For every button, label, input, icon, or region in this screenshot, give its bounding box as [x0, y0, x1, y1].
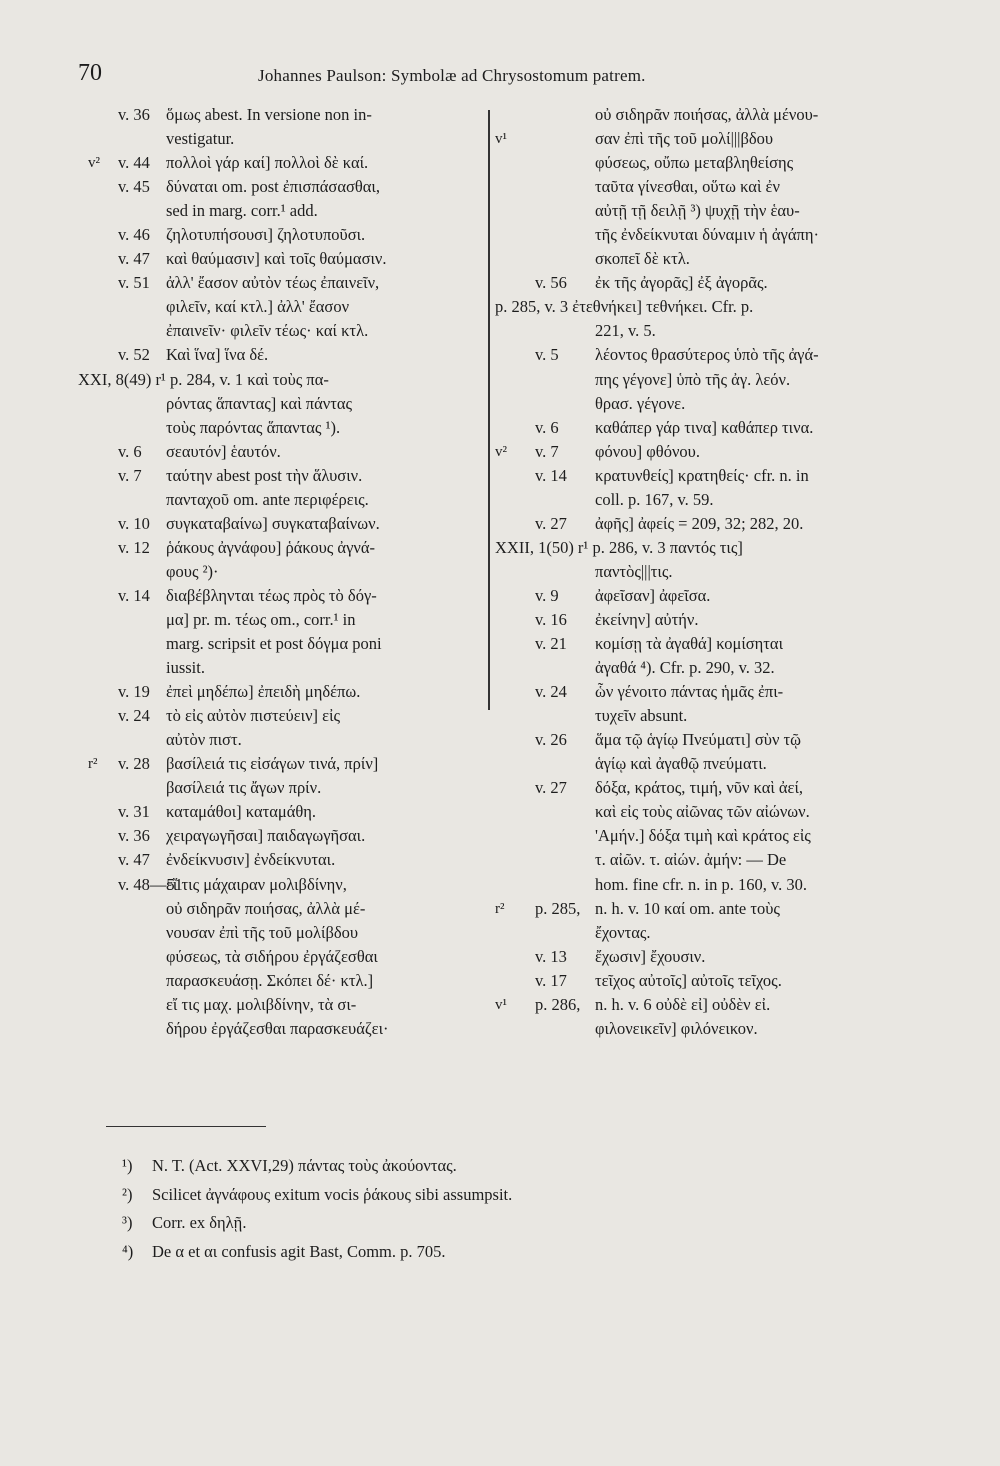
apparatus-text: οὐ σιδηρᾶν ποιήσας, ἀλλὰ μένου-: [595, 105, 819, 124]
left-apparatus-line: [78, 848, 488, 872]
apparatus-text: τυχεῖν absunt.: [595, 706, 688, 726]
right-apparatus-line: [495, 175, 925, 199]
running-title: Johannes Paulson: Symbolæ ad Chrysostomum patrem.: [258, 66, 646, 85]
right-apparatus-line: [495, 680, 925, 704]
line-reference: v. 45: [118, 177, 150, 197]
apparatus-text: δύναται om. post ἐπισπάσασθαι,: [166, 177, 380, 197]
apparatus-text: πολλοὶ γάρ καί] πολλοὶ δὲ καί.: [166, 153, 369, 173]
left-apparatus-line: [78, 151, 488, 175]
apparatus-text: marg. scripsit et post δόγμα poni: [166, 634, 382, 654]
line-reference: p. 286,: [535, 994, 581, 1014]
footnote-rule: [106, 1126, 266, 1127]
apparatus-text: Καὶ ἵνα] ἵνα δέ.: [166, 345, 269, 365]
page-number: 70: [78, 60, 102, 86]
apparatus-text: τ. αἰῶν. τ. αἰών. ἀμήν: — De: [595, 850, 787, 870]
line-reference: v. 31: [118, 802, 150, 822]
left-apparatus-line: [78, 127, 488, 151]
apparatus-text: ὅμως abest. In versione non in-: [166, 105, 372, 124]
left-apparatus-line: [78, 897, 488, 921]
apparatus-text: πης γέγονε] ὑπὸ τῆς ἀγ. λεόν.: [595, 369, 791, 389]
apparatus-text: παρασκευάσῃ. Σκόπει δέ· κτλ.]: [166, 970, 374, 990]
line-reference: v. 44: [118, 153, 150, 173]
apparatus-text: συγκαταβαίνω] συγκαταβαίνων.: [166, 513, 380, 533]
footnote: [122, 1209, 882, 1238]
apparatus-text: ταῦτα γίνεσθαι, οὕτω καὶ ἐν: [595, 177, 780, 197]
line-reference: v. 36: [118, 105, 150, 124]
apparatus-text: ἅμα τῷ ἁγίῳ Πνεύματι] σὺν τῷ: [595, 730, 802, 750]
left-apparatus-line: [78, 776, 488, 800]
line-reference: v. 26: [535, 730, 567, 750]
apparatus-text: φιλεῖν, καί κτλ.] ἀλλ' ἔασον: [166, 297, 350, 317]
apparatus-text: ῥάκους ἀγνάφου] ῥάκους ἀγνά-: [166, 537, 375, 557]
line-reference: v. 47: [118, 249, 150, 269]
footnote-marker: ¹): [122, 1156, 133, 1175]
left-apparatus-line: [78, 271, 488, 295]
line-reference: v. 12: [118, 537, 150, 557]
footnotes: [122, 1152, 882, 1266]
apparatus-text: παντὸς|||τις.: [595, 561, 673, 581]
manuscript-siglum: r²: [495, 900, 505, 917]
right-apparatus-line: [495, 319, 925, 343]
footnote-text: N. T. (Act. XXVI,29) πάντας τοὺς ἀκούοντας.: [152, 1156, 457, 1175]
line-reference: v. 7: [535, 441, 559, 461]
apparatus-text: ζηλοτυπήσουσι] ζηλοτυποῦσι.: [166, 225, 366, 245]
right-apparatus-line: [495, 752, 925, 776]
apparatus-text: σκοπεῖ δὲ κτλ.: [595, 249, 690, 269]
right-apparatus-line: [495, 608, 925, 632]
apparatus-text: ἁγίῳ καὶ ἀγαθῷ πνεύματι.: [595, 754, 767, 774]
right-column: [495, 103, 925, 1041]
right-apparatus-line: [495, 271, 925, 295]
line-reference: v. 17: [535, 970, 567, 990]
left-apparatus-line: [78, 680, 488, 704]
manuscript-siglum: v¹: [495, 131, 507, 148]
left-apparatus-line: [78, 752, 488, 776]
apparatus-text: coll. p. 167, v. 59.: [595, 489, 714, 509]
right-apparatus-line: [495, 199, 925, 223]
apparatus-text: ἔχοντας.: [595, 922, 651, 942]
apparatus-text: n. h. v. 6 οὐδὲ εἰ] οὐδὲν εἰ.: [595, 994, 771, 1014]
left-apparatus-line: [78, 921, 488, 945]
right-apparatus-line: [495, 921, 925, 945]
apparatus-text: p. 285, v. 3 ἐτεθνήκει] τεθνήκει. Cfr. p.: [495, 297, 754, 317]
line-reference: v. 56: [535, 273, 567, 293]
left-apparatus-line: [78, 295, 488, 319]
apparatus-text: οὐ σιδηρᾶν ποιήσας, ἀλλὰ μέ-: [166, 898, 366, 918]
apparatus-text: ρόντας ἅπαντας] καὶ πάντας: [166, 393, 353, 413]
apparatus-text: βασίλειά τις ἄγων πρίν.: [166, 778, 322, 798]
right-apparatus-line: [495, 247, 925, 271]
apparatus-text: καὶ εἰς τοὺς αἰῶνας τῶν αἰώνων.: [595, 802, 810, 822]
apparatus-text: XXII, 1(50) r¹ p. 286, v. 3 παντός τις]: [495, 537, 743, 557]
right-apparatus-line: [495, 488, 925, 512]
right-apparatus-line: [495, 824, 925, 848]
left-apparatus-line: [78, 199, 488, 223]
left-apparatus-line: [78, 488, 488, 512]
left-apparatus-line: [78, 800, 488, 824]
apparatus-text: διαβέβληνται τέως πρὸς τὸ δόγ-: [166, 585, 377, 605]
right-apparatus-line: [495, 776, 925, 800]
apparatus-text: ἐκείνην] αὐτήν.: [595, 609, 699, 629]
footnote-text: Corr. ex δηλῇ.: [152, 1213, 247, 1232]
left-apparatus-line: [78, 608, 488, 632]
right-apparatus-line: [495, 993, 925, 1017]
apparatus-text: ἀφεῖσαν] ἀφεῖσα.: [595, 585, 711, 605]
left-apparatus-line: [78, 873, 488, 897]
left-apparatus-line: [78, 416, 488, 440]
apparatus-text: φόνου] φθόνου.: [595, 441, 700, 461]
apparatus-text: ταύτην abest post τὴν ἅλυσιν.: [166, 465, 363, 485]
right-apparatus-line: [495, 127, 925, 151]
line-reference: v. 28: [118, 754, 150, 774]
apparatus-text: vestigatur.: [166, 129, 235, 149]
apparatus-text: λέοντος θρασύτερος ὑπὸ τῆς ἀγά-: [595, 345, 819, 365]
apparatus-text: 221, v. 5.: [595, 321, 656, 341]
left-apparatus-line: [78, 704, 488, 728]
footnote-marker: ²): [122, 1184, 133, 1204]
manuscript-siglum: v¹: [495, 996, 507, 1013]
right-apparatus-line: [495, 151, 925, 175]
manuscript-siglum: r²: [88, 756, 98, 773]
apparatus-text: νουσαν ἐπὶ τῆς τοῦ μολίβδου: [166, 922, 359, 942]
apparatus-text: αὐτὸν πιστ.: [166, 730, 242, 750]
apparatus-text: φιλονεικεῖν] φιλόνεικον.: [595, 1018, 758, 1038]
left-apparatus-line: [78, 656, 488, 680]
left-apparatus-line: [78, 319, 488, 343]
right-apparatus-line: [495, 295, 925, 319]
left-apparatus-line: [78, 632, 488, 656]
line-reference: v. 36: [118, 826, 150, 846]
left-apparatus-line: [78, 343, 488, 367]
apparatus-text: ἀγαθά ⁴). Cfr. p. 290, v. 32.: [595, 658, 775, 678]
apparatus-text: XXI, 8(49) r¹ p. 284, v. 1 καὶ τοὺς πα-: [78, 369, 329, 389]
right-apparatus-line: [495, 392, 925, 416]
right-apparatus-line: [495, 848, 925, 872]
left-apparatus-line: [78, 440, 488, 464]
right-apparatus-line: [495, 704, 925, 728]
footnote-marker: ⁴): [122, 1241, 134, 1261]
apparatus-text: μα] pr. m. τέως om., corr.¹ in: [166, 609, 356, 629]
right-apparatus-line: [495, 536, 925, 560]
right-apparatus-line: [495, 416, 925, 440]
line-reference: v. 46: [118, 225, 150, 245]
line-reference: v. 16: [535, 609, 567, 629]
footnote-text: De α et αι confusis agit Bast, Comm. p. 705.: [152, 1241, 446, 1261]
apparatus-text: τοὺς παρόντας ἅπαντας ¹).: [166, 417, 341, 437]
left-apparatus-line: [78, 175, 488, 199]
right-apparatus-line: [495, 897, 925, 921]
line-reference: p. 285,: [535, 898, 581, 918]
apparatus-text: σαν ἐπὶ τῆς τοῦ μολί|||βδου: [595, 129, 774, 149]
right-apparatus-line: [495, 464, 925, 488]
apparatus-text: βασίλειά τις εἰσάγων τινά, πρίν]: [166, 754, 379, 774]
line-reference: v. 24: [535, 682, 567, 702]
line-reference: v. 52: [118, 345, 150, 365]
apparatus-text: κρατυνθείς] κρατηθείς· cfr. n. in: [595, 465, 809, 485]
left-column: [78, 103, 488, 1041]
line-reference: v. 21: [535, 634, 567, 654]
apparatus-text: καταμάθοι] καταμάθη.: [166, 802, 317, 822]
apparatus-text: ἀλλ' ἔασον αὐτὸν τέως ἐπαινεῖν,: [166, 273, 380, 293]
apparatus-text: ἀφῆς] ἀφείς = 209, 32; 282, 20.: [595, 513, 804, 533]
apparatus-text: φύσεως, οὔπω μεταβληθείσης: [595, 153, 794, 173]
line-reference: v. 14: [118, 585, 150, 605]
line-reference: v. 48—51: [118, 874, 183, 894]
apparatus-text: ἐνδείκνυσιν] ἐνδείκνυται.: [166, 850, 336, 870]
apparatus-text: χειραγωγῆσαι] παιδαγωγῆσαι.: [166, 826, 366, 846]
line-reference: v. 6: [118, 441, 142, 461]
line-reference: v. 47: [118, 850, 150, 870]
line-reference: v. 6: [535, 417, 559, 437]
right-apparatus-line: [495, 656, 925, 680]
apparatus-text: εἴ τις μαχ. μολιβδίνην, τὰ σι-: [166, 994, 357, 1014]
left-apparatus-line: [78, 464, 488, 488]
left-apparatus-line: [78, 103, 488, 127]
line-reference: v. 13: [535, 946, 567, 966]
apparatus-text: θρασ. γέγονε.: [595, 393, 686, 413]
left-apparatus-line: [78, 728, 488, 752]
footnote: [122, 1238, 882, 1267]
left-apparatus-line: [78, 969, 488, 993]
right-apparatus-line: [495, 560, 925, 584]
apparatus-text: τῆς ἐνδείκνυται δύναμιν ἡ ἀγάπη·: [595, 225, 819, 245]
apparatus-text: ἐκ τῆς ἀγορᾶς] ἐξ ἀγορᾶς.: [595, 273, 768, 293]
apparatus-text: σεαυτόν] ἑαυτόν.: [166, 441, 281, 461]
apparatus-text: δήρου ἐργάζεσθαι παρασκευάζει·: [166, 1018, 389, 1038]
left-apparatus-line: [78, 512, 488, 536]
footnote-text: Scilicet ἀγνάφους exitum vocis ῥάκους sibi assumpsit.: [152, 1184, 513, 1204]
line-reference: v. 14: [535, 465, 567, 485]
apparatus-text: δόξα, κράτος, τιμή, νῦν καὶ ἀεί,: [595, 778, 804, 798]
apparatus-text: iussit.: [166, 658, 205, 678]
footnote-marker: ³): [122, 1213, 133, 1232]
line-reference: v. 27: [535, 513, 567, 533]
right-apparatus-line: [495, 800, 925, 824]
left-apparatus-line: [78, 223, 488, 247]
left-apparatus-line: [78, 247, 488, 271]
apparatus-text: sed in marg. corr.¹ add.: [166, 201, 318, 221]
right-apparatus-line: [495, 440, 925, 464]
right-apparatus-line: [495, 969, 925, 993]
apparatus-text: τεῖχος αὐτοῖς] αὐτοῖς τεῖχος.: [595, 970, 782, 990]
apparatus-text: ἐπεὶ μηδέπω] ἐπειδὴ μηδέπω.: [166, 682, 361, 702]
apparatus-text: εἴ τις μάχαιραν μολιβδίνην,: [166, 874, 347, 894]
apparatus-text: τὸ εἰς αὐτὸν πιστεύειν] εἰς: [166, 706, 341, 726]
apparatus-text: καθάπερ γάρ τινα] καθάπερ τινα.: [595, 417, 814, 437]
line-reference: v. 24: [118, 706, 150, 726]
footnote: [122, 1152, 882, 1181]
right-apparatus-line: [495, 873, 925, 897]
right-apparatus-line: [495, 103, 925, 127]
apparatus-text: πανταχοῦ om. ante περιφέρεις.: [166, 489, 369, 509]
left-apparatus-line: [78, 392, 488, 416]
apparatus-text: καὶ θαύμασιν] καὶ τοῖς θαύμασιν.: [166, 249, 387, 269]
right-apparatus-line: [495, 512, 925, 536]
left-apparatus-line: [78, 584, 488, 608]
apparatus-text: αὐτῇ τῇ δειλῇ ³) ψυχῇ τὴν ἑαυ-: [595, 201, 800, 221]
apparatus-text: φους ²)·: [166, 561, 219, 581]
left-apparatus-line: [78, 993, 488, 1017]
apparatus-text: ὧν γένοιτο πάντας ἡμᾶς ἐπι-: [595, 682, 784, 702]
manuscript-siglum: v²: [495, 443, 507, 460]
manuscript-siglum: v²: [88, 155, 100, 172]
left-apparatus-line: [78, 560, 488, 584]
right-apparatus-line: [495, 728, 925, 752]
line-reference: v. 10: [118, 513, 150, 533]
footnote: [122, 1181, 882, 1210]
apparatus-text: φύσεως, τὰ σιδήρου ἐργάζεσθαι: [166, 946, 378, 966]
right-apparatus-line: [495, 945, 925, 969]
left-apparatus-line: [78, 536, 488, 560]
apparatus-text: ἔχωσιν] ἔχουσιν.: [595, 946, 706, 966]
line-reference: v. 7: [118, 465, 142, 485]
right-apparatus-line: [495, 343, 925, 367]
right-apparatus-line: [495, 584, 925, 608]
right-apparatus-line: [495, 632, 925, 656]
line-reference: v. 27: [535, 778, 567, 798]
line-reference: v. 19: [118, 682, 150, 702]
line-reference: v. 9: [535, 585, 559, 605]
apparatus-text: ἐπαινεῖν· φιλεῖν τέως· καί κτλ.: [166, 321, 369, 341]
left-apparatus-line: [78, 824, 488, 848]
left-apparatus-line: [78, 368, 488, 392]
right-apparatus-line: [495, 1017, 925, 1041]
apparatus-text: n. h. v. 10 καί om. ante τοὺς: [595, 898, 780, 918]
right-apparatus-line: [495, 368, 925, 392]
apparatus-text: κομίσῃ τὰ ἀγαθά] κομίσηται: [595, 634, 784, 654]
line-reference: v. 5: [535, 345, 559, 365]
column-divider: [488, 110, 490, 710]
left-apparatus-line: [78, 945, 488, 969]
apparatus-text: hom. fine cfr. n. in p. 160, v. 30.: [595, 874, 808, 894]
line-reference: v. 51: [118, 273, 150, 293]
left-apparatus-line: [78, 1017, 488, 1041]
right-apparatus-line: [495, 223, 925, 247]
apparatus-text: 'Αμήν.] δόξα τιμὴ καὶ κράτος εἰς: [595, 826, 811, 846]
